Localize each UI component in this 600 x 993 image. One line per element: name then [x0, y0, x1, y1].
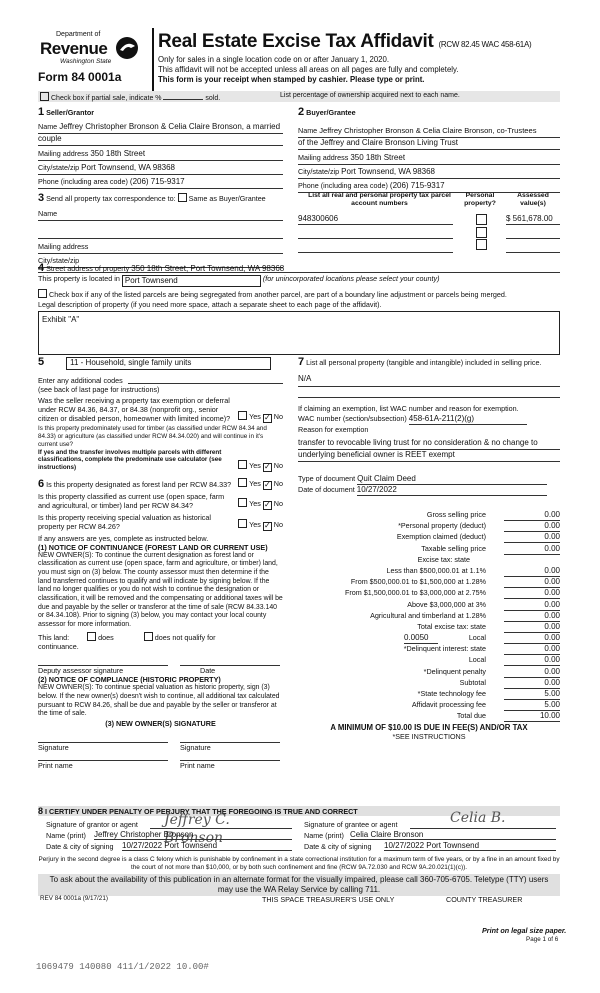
total-due[interactable]: 10.00: [504, 711, 560, 722]
grantor-print-name[interactable]: Jeffrey Christopher Bronson: [94, 830, 292, 840]
tax-tier-1[interactable]: 0.00: [504, 566, 560, 577]
correspondence-section: 3 Send all property tax correspondence to: Same as Buyer/Grantee Name Mailing address City/state/zip: [38, 192, 283, 268]
cashier-stamp: 1069479 140080 411/1/2022 10.00#: [36, 962, 209, 972]
document-type[interactable]: Quit Claim Deed: [357, 474, 547, 485]
calc-row: *Delinquent interest: state 0.00: [403, 644, 560, 654]
grantee-signature[interactable]: Celia B.: [410, 818, 556, 829]
exemption-reason-2[interactable]: underlying beneficial owner is REET exempt: [298, 450, 560, 462]
seller-city[interactable]: Port Townsend, WA 98368: [81, 162, 175, 172]
calc-row: Above $3,000,000 at 3% 0.00: [407, 599, 560, 609]
form-title: Real Estate Excise Tax Affidavit (RCW 82.45 WAC 458-61A): [158, 31, 532, 52]
ownership-note: List percentage of ownership acquired next to each name.: [280, 92, 460, 99]
calc-row: From $1,500,000.01 to $3,000,000 at 2.75% 0.00: [344, 588, 560, 598]
does-not-qualify-checkbox[interactable]: [144, 632, 153, 641]
personal-property-section: 7 List all personal property (tangible and intangible) included in selling price. N/A If claiming an exemption, list WAC number and reason for exemption. WAC number (section/subsection) 458-61A-211(2)(g) Reason for exemption transfer to revocable living trust for no consideration & no change to underlying beneficial owner is REET exempt Type of document Quit Claim Deed Date of document 10/27/2022: [298, 356, 560, 496]
timber-no-checkbox[interactable]: ✓: [263, 462, 271, 472]
current-use-no-checkbox[interactable]: ✓: [263, 499, 271, 509]
treasurer-space: THIS SPACE TREASURER'S USE ONLY: [262, 895, 395, 904]
technology-fee[interactable]: 5.00: [504, 689, 560, 700]
calc-row: Less than $500,000.01 at 1.1% 0.00: [386, 565, 560, 575]
legal-description-box[interactable]: Exhibit "A": [38, 311, 560, 355]
does-qualify-checkbox[interactable]: [87, 632, 96, 641]
land-use-code[interactable]: 11 - Household, single family units: [66, 357, 271, 370]
location-select[interactable]: Port Townsend: [122, 275, 261, 287]
exemption-claimed[interactable]: 0.00: [504, 532, 560, 543]
forest-no-checkbox[interactable]: ✓: [263, 480, 271, 489]
calc-row: Affidavit processing fee 5.00: [411, 700, 560, 710]
header-notes: Only for sales in a single location code on or after January 1, 2020. This affidavit will not be accepted unless all areas on all pages are fully and completely. This form is your receipt when stamped by cashier. Please type or print.: [158, 55, 459, 84]
seller-mailing[interactable]: 350 18th Street: [90, 148, 146, 158]
calc-row: Subtotal 0.00: [459, 677, 560, 687]
gross-selling-price[interactable]: 0.00: [504, 510, 560, 521]
property-section: 4 Street address of property 350 18th Street, Port Townsend, WA 98368 This property is located in Port Townsend (for unincorporated locations please select your county) Check box if any of the listed parcels are being segregated from another parcel, are part of a boundary line adjustment or parcels being merged. Legal description of property (if you need more space, attach a separate sheet to each page of the affidavit). Exhibit "A": [38, 262, 560, 355]
calc-row: Agricultural and timberland at 1.28% 0.00: [370, 610, 560, 620]
calc-row: *Delinquent penalty 0.00: [423, 666, 560, 676]
tax-calculation: [298, 510, 560, 741]
processing-fee[interactable]: 5.00: [504, 700, 560, 711]
delinquent-interest-local[interactable]: 0.00: [504, 655, 560, 666]
dept-line: Department of: [56, 31, 101, 38]
calc-row: 0.0050 Local 0.00: [404, 633, 560, 643]
exemption-reason-1[interactable]: transfer to revocable living trust for no consideration & no change to: [298, 438, 560, 450]
local-tax[interactable]: 0.00: [504, 633, 560, 644]
land-use-section: 5 11 - Household, single family units Enter any additional codes (see back of last page for instructions) Was the seller receiving a property tax exemption or deferral under RCW 84.36, 84.37, or 84.38 (nonprofit org., senior citizen or disabled person, homeowner with limited income)? Yes ✓ No Is this property predominately used for timber (as classified under RCW 84.34 and 84.33) or agriculture (as classified under RCW 84.34.020) and will continue in it's current use? If yes and the transfer involves multiple parcels with different classifications, complete the predominate use calculator (see instructions) Yes ✓ No: [38, 356, 283, 472]
grantor-date-city[interactable]: 10/27/2022 Port Townsend: [122, 841, 292, 851]
owner1-signature[interactable]: [38, 732, 168, 743]
personal-property-list[interactable]: N/A: [298, 374, 560, 387]
taxable-selling-price[interactable]: 0.00: [504, 544, 560, 555]
exemption-yes-checkbox[interactable]: [238, 411, 247, 420]
personal-property-checkbox-1[interactable]: [476, 214, 487, 225]
dor-logo-icon: [114, 36, 140, 60]
same-as-buyer-checkbox[interactable]: [178, 193, 187, 202]
calc-row: *Personal property (deduct) 0.00: [398, 521, 560, 531]
seller-name[interactable]: Jeffrey Christopher Bronson & Celia Claire Bronson, a married: [59, 121, 281, 131]
personal-property-deduct[interactable]: 0.00: [504, 521, 560, 532]
document-date[interactable]: 10/27/2022: [357, 485, 547, 496]
grantee-date-city[interactable]: 10/27/2022 Port Townsend: [384, 841, 556, 851]
personal-property-checkbox-3[interactable]: [476, 239, 487, 250]
deputy-signature-field[interactable]: [38, 657, 168, 666]
owner2-print-name[interactable]: [180, 752, 280, 761]
tax-tier-4[interactable]: 0.00: [504, 600, 560, 611]
delinquent-penalty[interactable]: 0.00: [504, 667, 560, 678]
seller-phone[interactable]: (206) 715-9317: [129, 176, 185, 186]
calc-row: Taxable selling price 0.00: [421, 543, 560, 553]
availability-notice: To ask about the availability of this publication in an alternate format for the visually impaired, please call 360-705-6705. Teletype (TTY) users may use the WA Relay Service by calling 711.: [38, 874, 560, 896]
partial-sale-bar: Check box if partial sale, indicate % sold. List percentage of ownership acquired next to each name.: [38, 91, 560, 102]
calc-row: *State technology fee 5.00: [417, 689, 560, 698]
sec3-city-field[interactable]: City/state/zip: [38, 256, 283, 268]
total-state-tax[interactable]: 0.00: [504, 622, 560, 633]
current-use-yes-checkbox[interactable]: [238, 498, 247, 507]
historic-yes-checkbox[interactable]: [238, 519, 247, 528]
parcel-number[interactable]: 948300606: [298, 214, 339, 223]
sec3-name-field[interactable]: Name: [38, 209, 283, 221]
minimum-notice: A MINIMUM OF $10.00 IS DUE IN FEE(S) AND/OR TAX: [330, 722, 528, 732]
delinquent-interest-state[interactable]: 0.00: [504, 644, 560, 655]
revision-number: REV 84 0001a (9/17/21): [40, 895, 108, 902]
buyer-section: 2 Buyer/Grantee Name Jeffrey Christopher Bronson & Celia Claire Bronson, co-Trustees of the Jeffrey and Claire Bronson Living Trust Mailing address 350 18th Street City/state/zip Port Townsend, WA 98368 Phone (including area code) (206) 715-9317: [298, 106, 560, 193]
deputy-date-field[interactable]: [180, 657, 280, 666]
calc-row: From $500,000.01 to $1,500,000 at 1.28% 0.00: [350, 577, 560, 587]
tax-tier-3[interactable]: 0.00: [504, 588, 560, 599]
page-number: Page 1 of 6: [526, 936, 559, 943]
calc-row: Local 0.00: [468, 655, 560, 665]
see-instructions: *SEE INSTRUCTIONS: [392, 732, 466, 742]
subtotal[interactable]: 0.00: [504, 678, 560, 689]
calc-row: Exemption claimed (deduct) 0.00: [396, 532, 560, 542]
grantor-signature[interactable]: Jeffrey C. Bronson: [150, 818, 292, 829]
local-rate[interactable]: 0.0050: [404, 633, 438, 644]
timber-yes-checkbox[interactable]: [238, 460, 247, 469]
buyer-phone[interactable]: (206) 715-9317: [389, 180, 445, 190]
certification-section: 8 I CERTIFY UNDER PENALTY OF PERJURY THAT THE FOREGOING IS TRUE AND CORRECT Signature of grantor or agent Jeffrey C. Bronson Signature of grantee or agent Celia B. Name (print) Jeffrey Christopher Bronson Name (print) Celia Claire Bronson Date & city of signing 10/27/2022 Port Townsend Date & city of signing 10/27/2022 Port Townsend Perjury in the second degree is a class C felony which is punishable by confinement in a state correctional institution for a maximum term of five years, or by a fine in an amount fixed by the court of not more than $10,000, or by both such confinement and fine (RCW 9A.72.030 and RCW 9A.20.021(1)(c)). To ask about the availability of this publication in an alternate format for the visually impaired, please call 360-705-6705. Teletype (TTY) users may use the WA Relay Service by calling 711.: [38, 806, 560, 894]
buyer-mailing[interactable]: 350 18th Street: [350, 152, 406, 162]
owner2-signature[interactable]: [180, 732, 280, 743]
property-address[interactable]: 350 18th Street, Port Townsend, WA 98368: [131, 264, 285, 273]
wac-number[interactable]: 458-61A-211(2)(g): [409, 414, 527, 425]
calc-row: Excise tax: state: [417, 554, 470, 564]
agricultural-tax[interactable]: 0.00: [504, 611, 560, 622]
calc-row: Total excise tax: state 0.00: [417, 621, 560, 631]
dept-name: Revenue: [40, 39, 108, 58]
seller-section: 1 Seller/Grantor Name Jeffrey Christopher Bronson & Celia Claire Bronson, a married couple Mailing address 350 18th Street City/state/zip Port Townsend, WA 98368 Phone (including area code) (206) 715-9317: [38, 106, 283, 189]
forest-yes-checkbox[interactable]: [238, 478, 247, 487]
calc-row: Gross selling price 0.00: [426, 510, 560, 519]
calc-row: Total due 10.00: [456, 711, 560, 721]
legal-paper-note: Print on legal size paper.: [482, 926, 567, 935]
owner1-print-name[interactable]: [38, 752, 168, 761]
dept-state: Washington State: [60, 58, 112, 65]
buyer-city[interactable]: Port Townsend, WA 98368: [341, 166, 435, 176]
form-number: Form 84 0001a: [38, 70, 122, 84]
county-treasurer: COUNTY TREASURER: [446, 895, 523, 904]
tax-tier-2[interactable]: 0.00: [504, 577, 560, 588]
buyer-name[interactable]: Jeffrey Christopher Bronson & Celia Claire Bronson, co-Trustees: [319, 125, 537, 135]
header-divider: [152, 28, 154, 96]
assessed-value[interactable]: $ 561,678.00: [506, 214, 553, 223]
personal-property-checkbox-2[interactable]: [476, 227, 487, 238]
perjury-notice: Perjury in the second degree is a class C felony which is punishable by confinement in a state correctional institution for a maximum term of five years, or by a fine in an amount fixed by the court of not more than $10,000, or by both such confinement and fine (RCW 9A.72.030 and RCW 9A.20.021(1)(c)).: [38, 856, 560, 871]
historic-no-checkbox[interactable]: ✓: [263, 520, 271, 530]
segregated-checkbox[interactable]: [38, 289, 47, 298]
sec3-mailing-field[interactable]: Mailing address: [38, 242, 283, 254]
grantee-print-name[interactable]: Celia Claire Bronson: [350, 830, 556, 840]
forest-land-section: 6 Is this property designated as forest land per RCW 84.33? Yes ✓ No Is this property classified as current use (open space, farm and agricultural, or timber) land per RCW 84.34? Yes ✓ No Is this property receiving special valuation as historical property per RCW 84.26? Yes ✓ No If any answers are yes, complete as instructed below. (1) NOTICE OF CONTINUANCE (FOREST LAND OR CURRENT USE) NEW OWNER(S): To continue the current designation as forest land or classification as current use (open space, farm and agriculture, or timber) land, you must sign on (3) below. The county assessor must then determine if the land transferred continues to qualify and will indicate by signing below. If the land no longer qualifies or you do not wish to continue the designation or classification, it will be removed and the compensating or additional taxes will be due and payable by the seller or transferor at the time of sale (RCW 84.33.140 or 84.34.108). Prior to signing (3) below, you may contact your local county assessor for more information. This land: does does not qualify for continuance. Deputy assessor signature Date (2) NOTICE OF COMPLIANCE (HISTORIC PROPERTY) NEW OWNER(S): To continue special valuation as historic property, sign (3) below. If the new owner(s) doesn't wish to continue, all additional tax calculated pursuant to RCW 84.26, shall be due and payable by the seller or transferor at the time of sale. (3) NEW OWNER(S) SIGNATURE Signature Signature Print name Print name: [38, 478, 283, 770]
exemption-no-checkbox[interactable]: ✓: [263, 413, 271, 422]
partial-sale-checkbox[interactable]: [40, 92, 49, 101]
